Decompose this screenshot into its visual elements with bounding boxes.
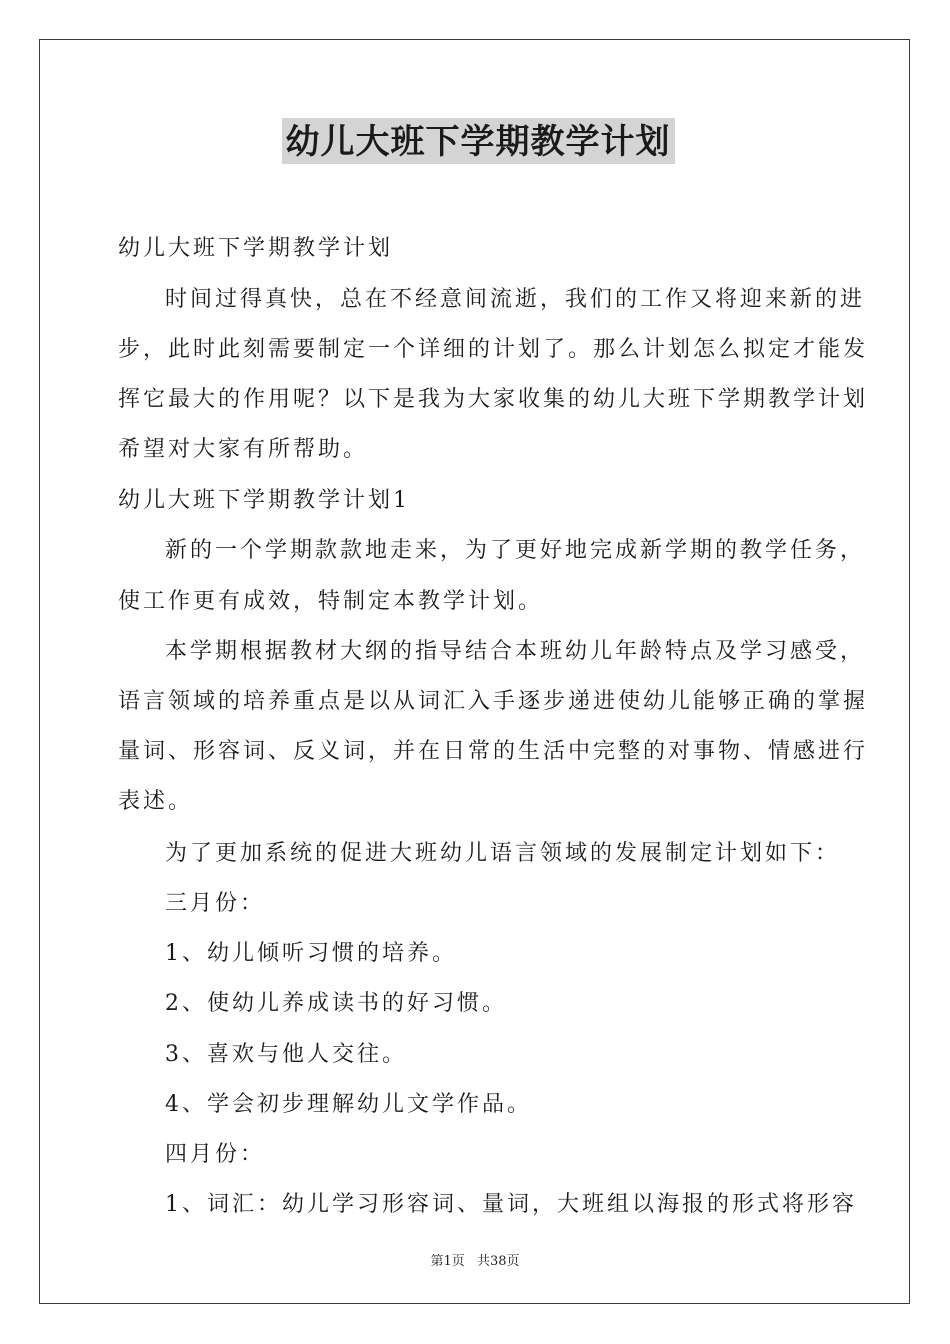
- text-line: 1、词汇：幼儿学习形容词、量词，大班组以海报的形式将形容: [165, 1192, 857, 1217]
- text-line: 2、使幼儿养成读书的好习惯。: [165, 991, 507, 1016]
- text-line: 新的一个学期款款地走来，为了更好地完成新学期的教学任务，: [165, 538, 866, 563]
- text-line: 幼儿大班下学期教学计划1: [118, 488, 410, 513]
- text-line: 步，此时此刻需要制定一个详细的计划了。那么计划怎么拟定才能发: [118, 337, 869, 362]
- text-line: 使工作更有成效，特制定本教学计划。: [118, 589, 544, 614]
- text-line: 为了更加系统的促进大班幼儿语言领域的发展制定计划如下：: [165, 841, 841, 866]
- page-number: 第1页: [430, 1254, 465, 1269]
- text-line: 时间过得真快，总在不经意间流逝，我们的工作又将迎来新的进: [165, 287, 866, 312]
- text-line: 4、学会初步理解幼儿文学作品。: [165, 1092, 532, 1117]
- text-line: 表述。: [118, 789, 194, 814]
- text-line: 本学期根据教材大纲的指导结合本班幼儿年龄特点及学习感受，: [165, 639, 866, 664]
- text-line: 四月份：: [165, 1142, 266, 1167]
- document-title: 幼儿大班下学期教学计划: [282, 118, 675, 164]
- text-line: 挥它最大的作用呢？以下是我为大家收集的幼儿大班下学期教学计划: [118, 387, 869, 412]
- text-line: 幼儿大班下学期教学计划: [118, 236, 394, 261]
- text-line: 量词、形容词、反义词，并在日常的生活中完整的对事物、情感进行: [118, 739, 869, 764]
- document-body: [118, 118, 869, 1217]
- text-line: 语言领域的培养重点是以从词汇入手逐步递进使幼儿能够正确的掌握: [118, 689, 869, 714]
- page-total: 共38页: [476, 1254, 520, 1269]
- title-block: [118, 118, 838, 178]
- text-line: 希望对大家有所帮助。: [118, 437, 369, 462]
- text-line: 三月份：: [165, 891, 266, 916]
- text-line: 3、喜欢与他人交往。: [165, 1042, 407, 1067]
- text-line: 1、幼儿倾听习惯的培养。: [165, 941, 457, 966]
- page-footer: [0, 1250, 950, 1269]
